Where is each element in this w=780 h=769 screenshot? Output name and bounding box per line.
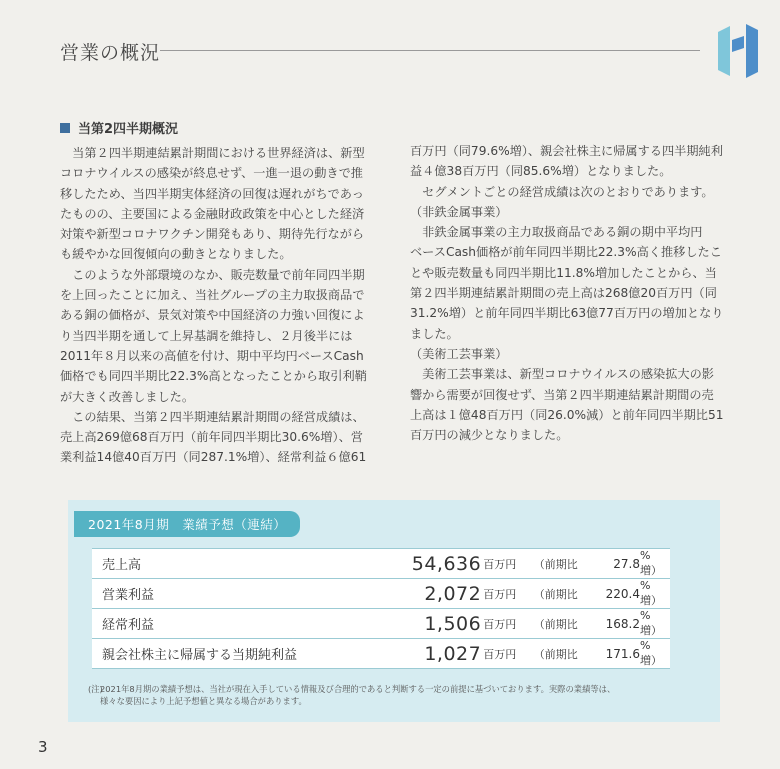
forecast-unit: 百万円 xyxy=(481,579,534,609)
page-title: 営業の概況 xyxy=(60,42,161,64)
forecast-row xyxy=(92,549,670,579)
body-text-line: 百万円の減少となりました。 xyxy=(410,428,569,443)
body-text-line: 非鉄金属事業の主力取扱商品である銅の期中平均円 xyxy=(410,225,703,240)
body-text-line: とや販売数量も同四半期比11.8%増加したことから、当 xyxy=(410,265,717,280)
body-text-line: 益４億38百万円（同85.6%増）となりました。 xyxy=(410,164,672,179)
note-line: 2021年8月期の業績予想は、当社が現在入手している情報及び合理的であると判断する一定の前提に基づいております。実際の業績等は、 xyxy=(100,684,616,694)
forecast-value: 1,027 xyxy=(373,639,482,669)
body-text-line: 第２四半期連結累計期間の売上高は268億20百万円（同 xyxy=(410,286,717,301)
body-text-line: この結果、当第２四半期連結累計期間の経営成績は、 xyxy=(60,409,365,424)
body-text-line: 価格でも同四半期比22.3%高となったことから取引利鞘 xyxy=(60,369,367,384)
forecast-note xyxy=(88,683,616,707)
body-text-line: （美術工芸事業） xyxy=(410,346,508,361)
forecast-row xyxy=(92,639,670,669)
forecast-change-pct: 168.2 xyxy=(591,609,640,639)
forecast-label: 親会社株主に帰属する当期純利益 xyxy=(92,639,373,669)
forecast-change-pct: 171.6 xyxy=(591,639,640,669)
body-text-line: コロナウイルスの感染が終息せず、一進一退の動きで推 xyxy=(60,166,363,181)
forecast-value: 1,506 xyxy=(373,609,482,639)
body-text-line: ました。 xyxy=(410,326,459,341)
body-text-line: 業利益14億40百万円（同287.1%増）、経常利益６億61 xyxy=(60,450,367,465)
body-text-line: 上高は１億48百万円（同26.0%減）と前年同四半期比51 xyxy=(410,407,724,422)
forecast-unit: 百万円 xyxy=(481,639,534,669)
forecast-unit: 百万円 xyxy=(481,609,534,639)
body-text-line: 移したため、当四半期実体経済の回復は遅れがちであっ xyxy=(60,186,364,201)
company-logo-icon xyxy=(716,22,760,78)
forecast-unit: 百万円 xyxy=(481,549,534,579)
forecast-change-suffix: %増） xyxy=(640,579,670,609)
forecast-value: 2,072 xyxy=(373,579,482,609)
body-text-right-column xyxy=(410,141,730,445)
forecast-change-suffix: %増） xyxy=(640,639,670,669)
body-text-line: たものの、主要国による金融財政政策を中心とした経済 xyxy=(60,206,365,221)
body-text-line: も緩やかな回復傾向の動きとなりました。 xyxy=(60,247,292,262)
body-text-line: が大きく改善しました。 xyxy=(60,389,195,404)
body-text-line: を上回ったことに加え、当社グループの主力取扱商品で xyxy=(60,288,365,303)
forecast-change-pct: 27.8 xyxy=(591,549,640,579)
forecast-change-suffix: %増） xyxy=(640,609,670,639)
body-text-line: 2011年８月以来の高値を付け、期中平均円ベースCash xyxy=(60,348,364,363)
forecast-value: 54,636 xyxy=(373,549,482,579)
section-heading-text: 当第2四半期概況 xyxy=(78,122,179,137)
square-bullet-icon xyxy=(60,123,70,133)
forecast-label: 営業利益 xyxy=(92,579,373,609)
body-text-line: 売上高269億68百万円（前年同四半期比30.6%増）、営 xyxy=(60,430,363,445)
body-text-line: 百万円（同79.6%増）、親会社株主に帰属する四半期純利 xyxy=(410,144,723,158)
forecast-table xyxy=(92,548,670,669)
forecast-comparison-label: （前期比 xyxy=(534,549,591,579)
section-heading xyxy=(60,118,178,137)
forecast-row xyxy=(92,579,670,609)
body-text-line: ベースCash価格が前年同四半期比22.3%高く推移したこ xyxy=(410,245,722,260)
note-line: 様々な要因により上記予想値と異なる場合があります。 xyxy=(100,696,307,706)
forecast-change-suffix: %増） xyxy=(640,549,670,579)
body-text-left-column xyxy=(60,143,380,468)
body-text-line: 美術工芸事業は、新型コロナウイルスの感染拡大の影 xyxy=(410,367,714,382)
forecast-change-pct: 220.4 xyxy=(591,579,640,609)
body-text-line: 対策や新型コロナワクチン開発もあり、期待先行ながら xyxy=(60,227,365,242)
forecast-label: 売上高 xyxy=(92,549,373,579)
body-text-line: このような外部環境のなか、販売数量で前年同四半期 xyxy=(60,267,365,282)
body-text-line: セグメントごとの経営成績は次のとおりであります。 xyxy=(410,184,714,199)
body-text-line: り当四半期を通して上昇基調を維持し、２月後半には xyxy=(60,328,353,343)
forecast-comparison-label: （前期比 xyxy=(534,609,591,639)
forecast-title: 2021年8月期 業績予想（連結） xyxy=(74,511,300,537)
title-divider xyxy=(160,50,700,51)
forecast-comparison-label: （前期比 xyxy=(534,579,591,609)
note-mark: (注) xyxy=(88,684,103,694)
forecast-row xyxy=(92,609,670,639)
body-text-line: 当第２四半期連結累計期間における世界経済は、新型 xyxy=(60,146,365,160)
page-number: 3 xyxy=(38,738,48,756)
forecast-label: 経常利益 xyxy=(92,609,373,639)
body-text-line: 響から需要が回復せず、当第２四半期連結累計期間の売 xyxy=(410,387,714,402)
body-text-line: （非鉄金属事業） xyxy=(410,204,508,219)
body-text-line: 31.2%増）と前年同四半期比63億77百万円の増加となり xyxy=(410,306,724,321)
body-text-line: ある銅の価格が、景気対策や中国経済の力強い回復によ xyxy=(60,308,365,323)
forecast-comparison-label: （前期比 xyxy=(534,639,591,669)
